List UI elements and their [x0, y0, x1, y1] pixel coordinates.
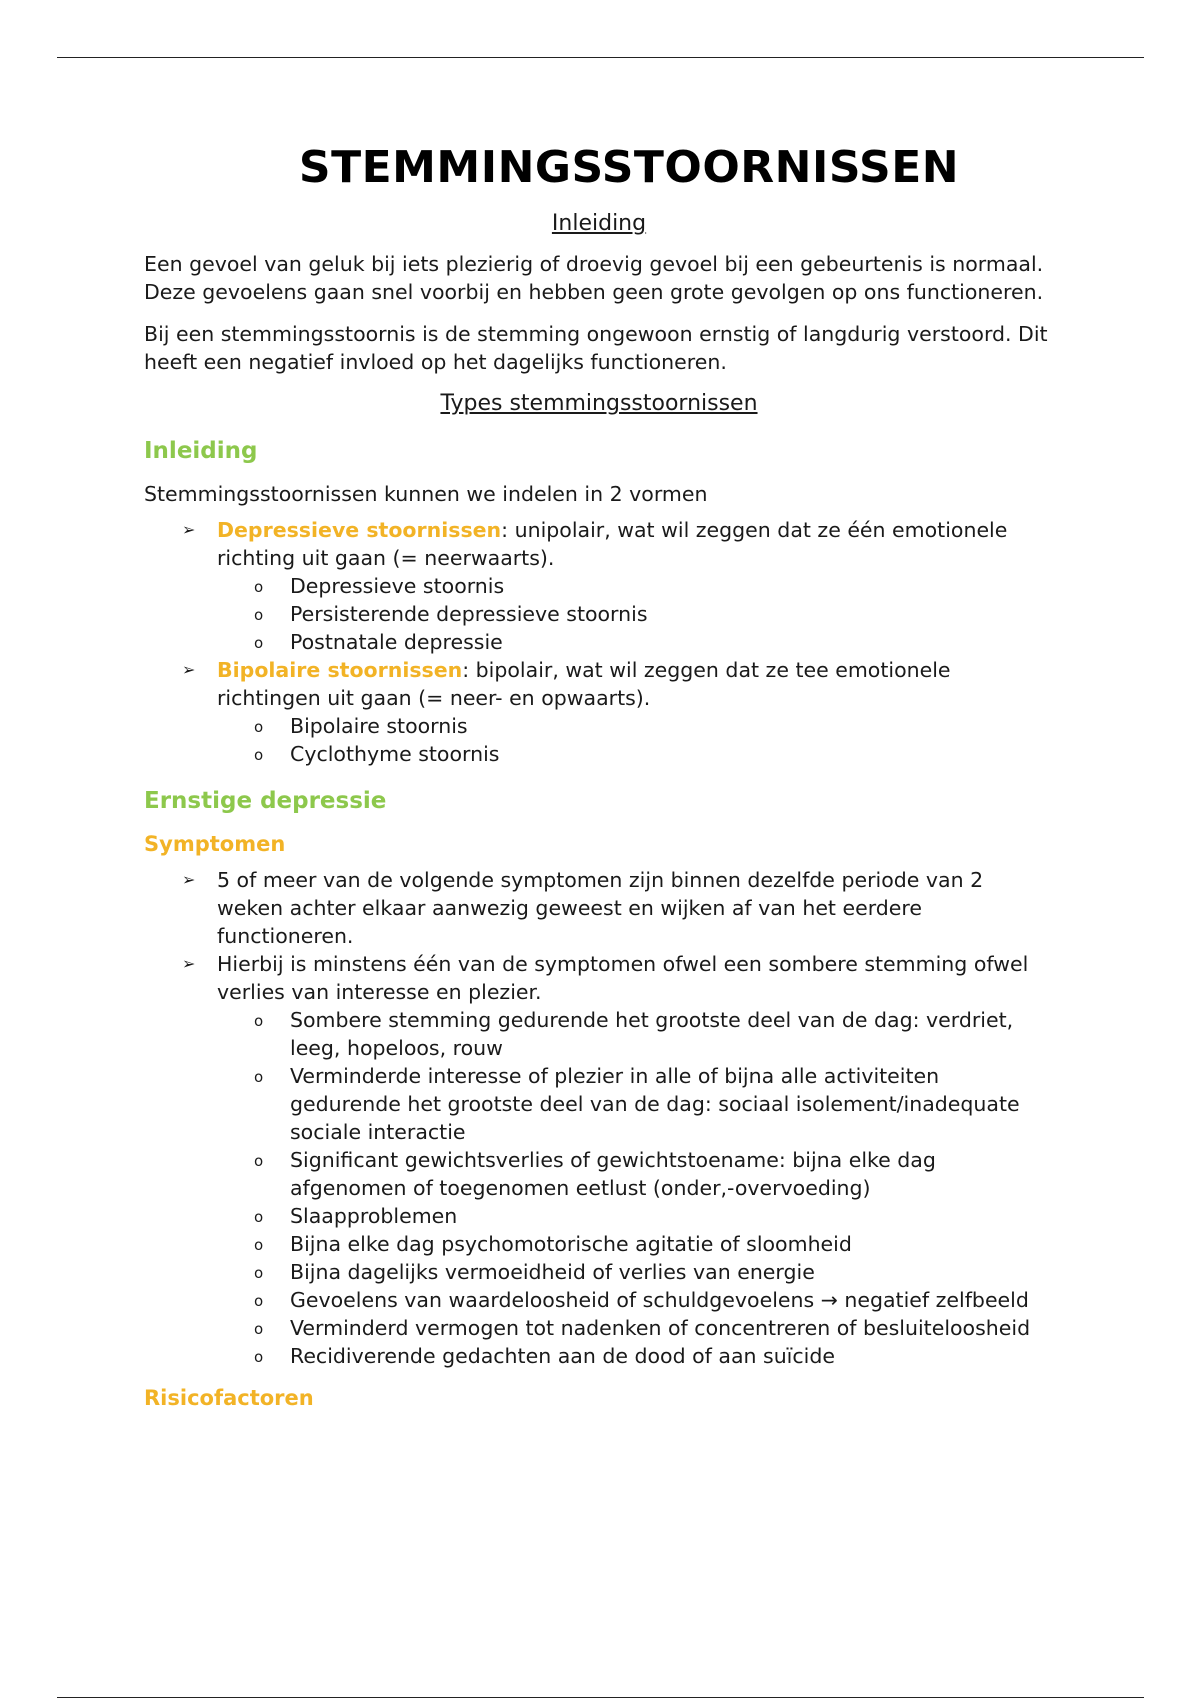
document-content — [144, 138, 1054, 1412]
list-item: ➢ 5 of meer van de volgende symptomen zijn binnen dezelfde periode van 2 weken achter elkaar aanwezig geweest en wijken af van het eerdere functioneren. — [182, 868, 984, 948]
circle-bullet-icon: o — [254, 1208, 264, 1226]
arrow-bullet-icon: ➢ — [182, 954, 196, 973]
intro-heading: Inleiding — [551, 211, 647, 236]
page-title: STEMMINGSSTOORNISSEN — [298, 142, 960, 193]
sub-list-item: o Verminderd vermogen tot nadenken of concentreren of besluiteloosheid — [217, 1314, 1054, 1342]
circle-bullet-icon: o — [254, 634, 264, 652]
list-item: ➢ Hierbij is minstens één van de symptomen ofwel een sombere stemming ofwel verlies van interesse en plezier. o Sombere stemming gedurende het grootste deel van de dag: verdriet, leeg, hopeloos, rouw o Verminderde interesse of plezier in alle of bijna alle activiteiten gedurende het grootste deel van de dag: sociaal isolement/inadequate sociale interactie o Significant gewichtsverlies of gewichtstoename: bijna elke dag afgenomen of toegenomen eetlust (onder,-overvoeding) o Slaapproblemen o Bijna elke dag psychomotorische agitatie of sloomheid o Bijna dagelijks vermoeidheid of verlies van energie o Gevoelens van waardeloosheid of schuldgevoelens → negatief zelfbeeld o Verminderd vermogen tot nadenken of concentreren of besluiteloosheid o Recidiverende gedachten aan de dood of aan suïcide — [144, 950, 1054, 1370]
sub-list-item: o Gevoelens van waardeloosheid of schuldgevoelens → negatief zelfbeeld — [217, 1286, 1054, 1314]
arrow-bullet-icon: ➢ — [182, 870, 196, 889]
sub-list-item: o Significant gewichtsverlies of gewichtstoename: bijna elke dag afgenomen of toegenomen eetlust (onder,-overvoeding) — [254, 1148, 936, 1200]
intro-paragraph-1: Een gevoel van geluk bij iets plezierig of droevig gevoel bij een gebeurtenis is normaal. Deze gevoelens gaan snel voorbij en hebben geen grote gevolgen op ons functioneren. — [144, 252, 1044, 304]
sub-list-item: o Sombere stemming gedurende het grootste deel van de dag: verdriet, leeg, hopeloos, rouw — [254, 1008, 1014, 1060]
circle-bullet-icon: o — [254, 1264, 264, 1282]
sub-list-item: o Verminderde interesse of plezier in alle of bijna alle activiteiten gedurende het grootste deel van de dag: sociaal isolement/inadequate sociale interactie — [254, 1064, 1020, 1144]
circle-bullet-icon: o — [254, 1012, 264, 1030]
bottom-rule — [57, 1697, 1144, 1698]
sub-list-item: o Bijna dagelijks vermoeidheid of verlies van energie — [217, 1258, 1054, 1286]
arrow-bullet-icon: ➢ — [182, 520, 196, 539]
circle-bullet-icon: o — [254, 1292, 264, 1310]
circle-bullet-icon: o — [254, 578, 264, 596]
depression-heading: Ernstige depressie — [144, 788, 387, 814]
symptoms-sub-list — [217, 1006, 1054, 1370]
circle-bullet-icon: o — [254, 718, 264, 736]
types-list — [144, 516, 1054, 768]
risk-factors-heading: Risicofactoren — [144, 1386, 314, 1410]
circle-bullet-icon: o — [254, 1348, 264, 1366]
sub-list-item: o Depressieve stoornis — [217, 572, 1054, 600]
types-subheading: Inleiding — [144, 438, 258, 464]
circle-bullet-icon: o — [254, 1320, 264, 1338]
sub-list-item: o Cyclothyme stoornis — [217, 740, 1054, 768]
circle-bullet-icon: o — [254, 1068, 264, 1086]
types-heading: Types stemmingsstoornissen — [440, 391, 758, 416]
circle-bullet-icon: o — [254, 746, 264, 764]
top-rule — [57, 57, 1144, 58]
list-item — [144, 516, 1054, 656]
symptoms-points — [144, 866, 1054, 1370]
arrow-bullet-icon: ➢ — [182, 660, 196, 679]
sub-list-item: o Recidiverende gedachten aan de dood of aan suïcide — [217, 1342, 1054, 1370]
types-lead: Stemmingsstoornissen kunnen we indelen in 2 vormen — [144, 482, 708, 506]
highlight-term: Bipolaire stoornissen — [217, 658, 463, 682]
sub-list-item: o Slaapproblemen — [217, 1202, 1054, 1230]
sub-list-item: o Persisterende depressieve stoornis — [217, 600, 1054, 628]
circle-bullet-icon: o — [254, 1236, 264, 1254]
sub-list — [217, 572, 1054, 656]
sub-list-item: o Postnatale depressie — [217, 628, 1054, 656]
highlight-term: Depressieve stoornissen — [217, 518, 502, 542]
intro-paragraph-2: Bij een stemmingsstoornis is de stemming ongewoon ernstig of langdurig verstoord. Dit heeft een negatief invloed op het dagelijks functioneren. — [144, 322, 1048, 374]
sub-list-item: o Bipolaire stoornis — [217, 712, 1054, 740]
list-item — [144, 656, 1054, 768]
sub-list-item: o Bijna elke dag psychomotorische agitatie of sloomheid — [217, 1230, 1054, 1258]
circle-bullet-icon: o — [254, 1152, 264, 1170]
list-item-text: : bipolair, wat wil zeggen dat ze tee emotionele richtingen uit gaan (= neer- en opwaarts). — [217, 658, 951, 710]
sub-list — [217, 712, 1054, 768]
circle-bullet-icon: o — [254, 606, 264, 624]
symptoms-heading: Symptomen — [144, 832, 286, 856]
list-item-text: : unipolair, wat wil zeggen dat ze één emotionele richting uit gaan (= neerwaarts). — [217, 518, 1008, 570]
